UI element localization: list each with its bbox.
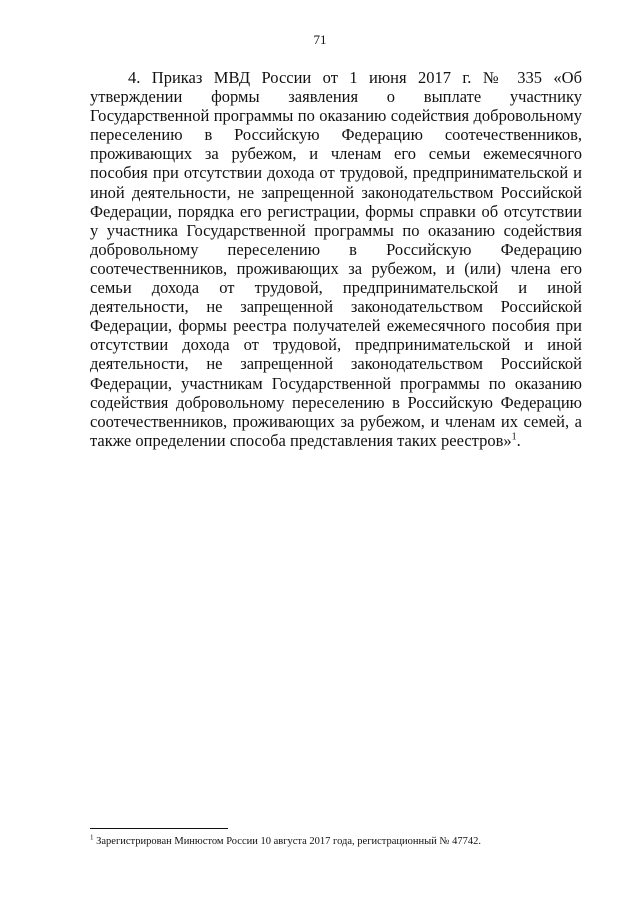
- footnote-text: Зарегистрирован Минюстом России 10 августа 2017 года, регистрационный № 47742.: [93, 836, 481, 847]
- footnote-reference[interactable]: 1: [511, 431, 517, 443]
- page-number: 71: [313, 32, 327, 47]
- paragraph-end-punctuation: .: [516, 430, 521, 450]
- order-paragraph-text: 4. Приказ МВД России от 1 июня 2017 г. № 335 «Об утверждении формы заявления о выплате участнику Государственной программы по оказанию содействия добровольному переселению в Российскую Федерацию соотечественников, проживающих за рубежом, и членам его семьи ежемесячного пособия при отсутствии дохода от трудовой, предпринимательской и иной деятельности, не запрещенной законодательством Российской Федерации, порядка его регистрации, формы справки об отсутствии у участника Государственной программы по оказанию содействия добровольному переселению в Российскую Федерацию соотечественников, проживающих за рубежом, и (или) члена его семьи дохода от трудовой, предпринимательской и иной деятельности, не запрещенной законодательством Российской Федерации, формы реестра получателей ежемесячного пособия при отсутствии дохода от трудовой, предпринимательской и иной деятельности, не запрещенной законодательством Российской Федерации, участникам Государственной программы по оказанию содействия добровольному переселению в Российскую Федерацию соотечественников, проживающих за рубежом, и членам их семей, а также определении способа представления таких реестров»: [90, 68, 582, 450]
- footnote-marker: 1: [90, 833, 94, 842]
- footnote-separator: [90, 828, 228, 829]
- footnote: [90, 835, 582, 849]
- order-paragraph: [90, 68, 582, 450]
